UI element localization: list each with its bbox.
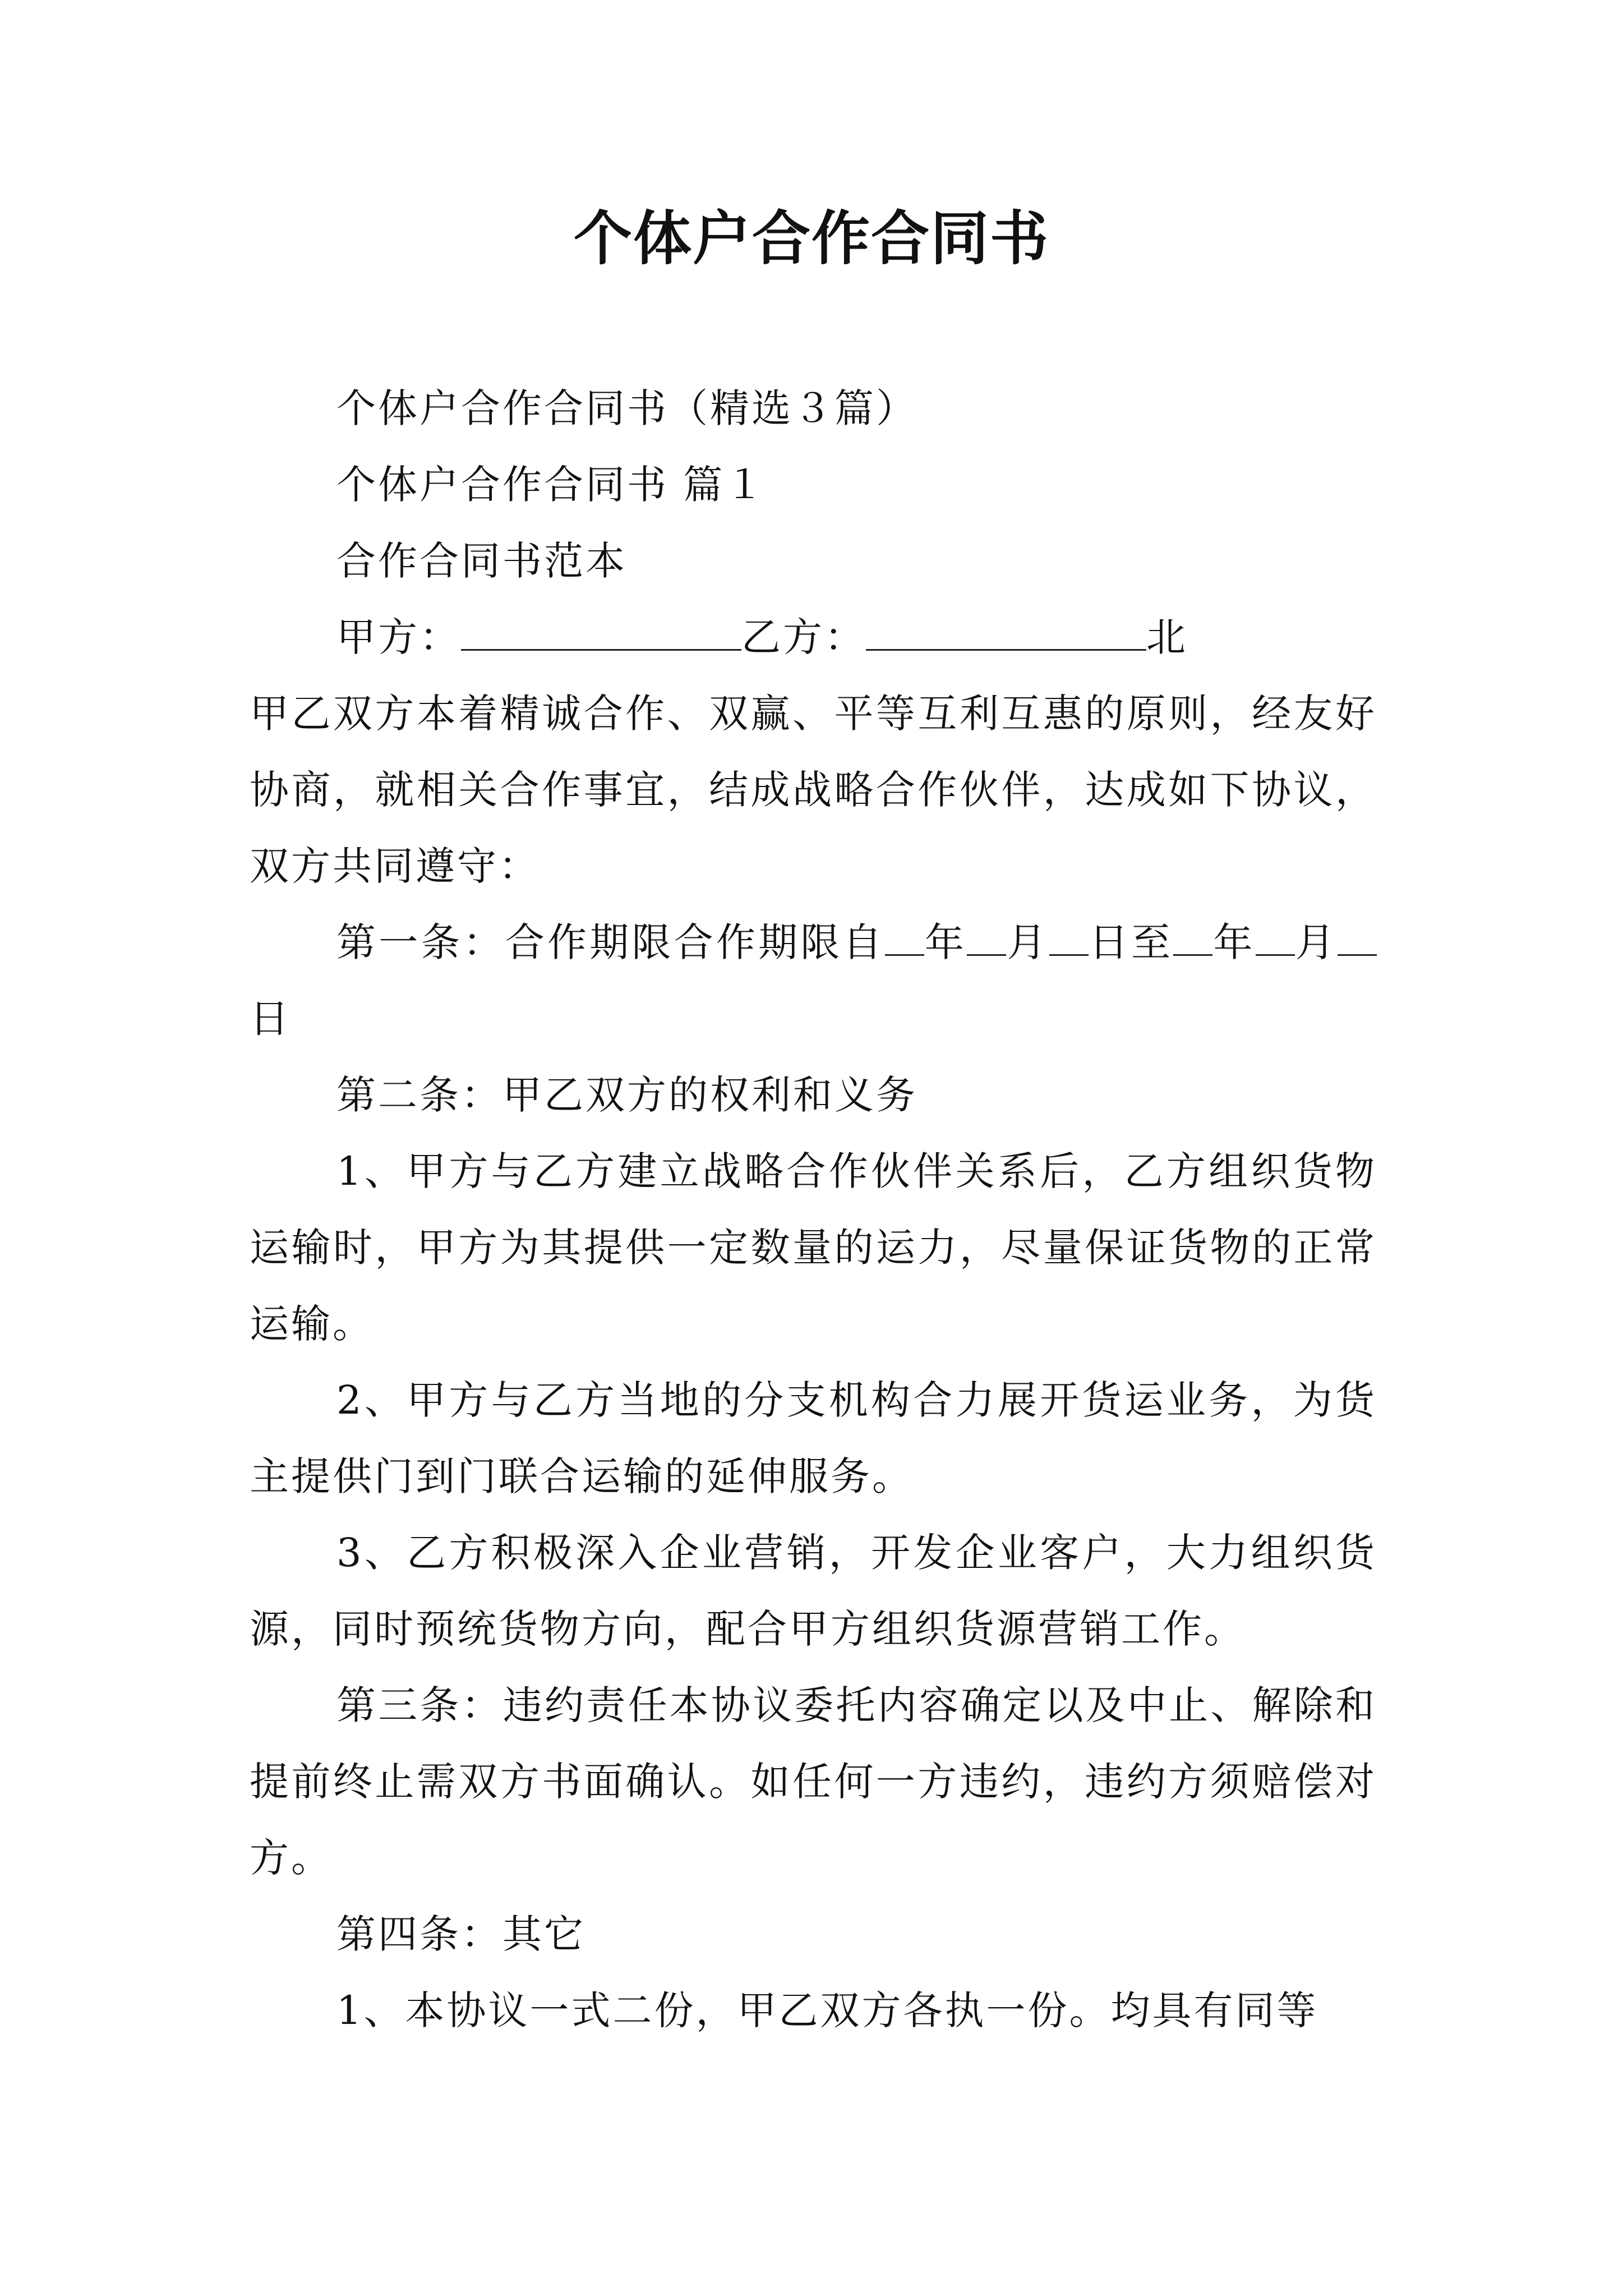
preamble: 甲乙双方本着精诚合作、双赢、平等互利互惠的原则，经友好协商，就相关合作事宜，结成战略合作伙伴，达成如下协议，双方共同遵守： [250,691,1377,889]
template-name: 合作合同书范本 [336,538,627,584]
start-month-blank [967,922,1006,956]
article-1-intro: 第一条：合作期限合作期限自 [336,919,885,965]
article-1 [250,904,1377,1057]
end-day-label: 日 [250,996,291,1042]
party-a-blank [461,616,741,651]
party-a-label: 甲方： [336,614,461,660]
article-2-item-1: 1、甲方与乙方建立战略合作伙伴关系后，乙方组织货物运输时，甲方为其提供一定数量的运力，尽量保证货物的正常运输。 [250,1148,1377,1347]
article-2-item-3: 3、乙方积极深入企业营销，开发企业客户，大力组织货源，同时预统货物方向，配合甲方组织货源营销工作。 [250,1530,1377,1652]
article-2-item-2: 2、甲方与乙方当地的分支机构合力展开货运业务，为货主提供门到门联合运输的延伸服务。 [250,1377,1377,1499]
end-month-blank [1256,922,1295,956]
end-month-label: 月 [1294,919,1338,965]
party-b-blank [866,616,1146,651]
article-4-item-1: 1、本协议一式二份，甲乙双方各执一份。均具有同等 [336,1987,1318,2033]
section-heading: 个体户合作合同书 篇１ [336,462,767,508]
start-day-label: 日至 [1088,919,1174,965]
end-day-blank [1338,922,1377,956]
start-year-label: 年 [924,919,967,965]
subtitle: 个体户合作合同书（精选３篇） [336,385,917,431]
document-body [250,370,1377,2049]
party-line [250,599,1377,675]
article-3: 第三条：违约责任本协议委托内容确定以及中止、解除和提前终止需双方书面确认。如任何一方违约，违约方须赔偿对方。 [250,1682,1377,1881]
article-4-title: 第四条：其它 [336,1911,585,1957]
article-2-title: 第二条：甲乙双方的权利和义务 [336,1072,917,1118]
start-day-blank [1049,922,1089,956]
end-year-label: 年 [1212,919,1256,965]
party-b-label: 乙方： [741,614,866,660]
start-month-label: 月 [1006,919,1049,965]
party-line-tail: 北 [1146,614,1188,660]
document-title: 个体户合作合同书 [573,204,1049,273]
start-year-blank [885,922,924,956]
end-year-blank [1173,922,1212,956]
